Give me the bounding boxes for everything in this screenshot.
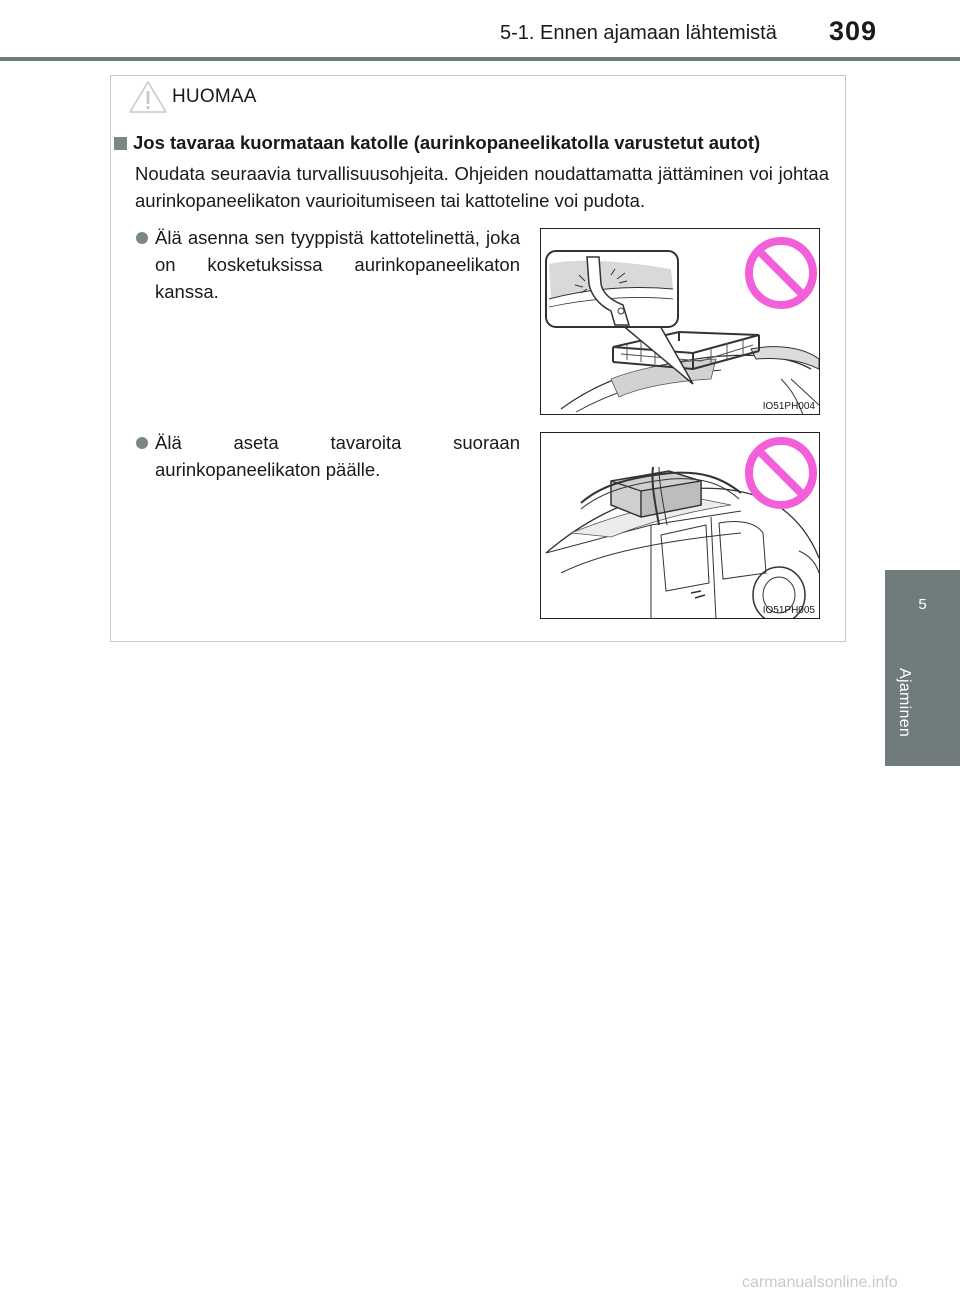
- watermark: carmanualsonline.info: [742, 1274, 898, 1291]
- chapter-tab[interactable]: [885, 570, 960, 656]
- bullet-dot-icon: [136, 232, 148, 244]
- figure-cargo-on-roof: [540, 432, 820, 619]
- list-item-text: Älä asenna sen tyyppistä kattotelinettä, joka on kosketuksissa aurinkopaneelikaton kanssa.: [155, 227, 520, 302]
- section-title: 5-1. Ennen ajamaan lähtemistä: [500, 22, 777, 44]
- page-number: 309: [829, 16, 878, 46]
- figure-code: IO51PH004: [762, 401, 815, 412]
- roof-rack-illustration: [541, 229, 820, 415]
- list-item-text: Älä aseta tavaroita suoraan aurinkopaneelikaton päälle.: [155, 432, 520, 480]
- list-item: [136, 224, 520, 305]
- warning-triangle-icon: [128, 80, 168, 114]
- header-rule: [0, 57, 960, 61]
- figure-roof-rack: [540, 228, 820, 415]
- notice-header: [128, 80, 257, 114]
- list-item: [136, 429, 520, 483]
- chapter-title: Ajaminen: [896, 668, 913, 738]
- figure-code: IO51PH005: [762, 605, 815, 616]
- section-body: Noudata seuraavia turvallisuusohjeita. Ohjeiden noudattamatta jättäminen voi johtaa aurinkopaneelikaton vaurioitumiseen tai kattoteline voi pudota.: [135, 163, 829, 211]
- section-heading-text: Jos tavaraa kuormataan katolle (aurinkopaneelikatolla varustetut autot): [133, 132, 761, 153]
- section-heading: [114, 132, 844, 154]
- notice-label: HUOMAA: [172, 86, 257, 107]
- bullet-dot-icon: [136, 437, 148, 449]
- chapter-number: 5: [918, 596, 927, 613]
- cargo-illustration: [541, 433, 820, 619]
- square-bullet-icon: [114, 137, 127, 150]
